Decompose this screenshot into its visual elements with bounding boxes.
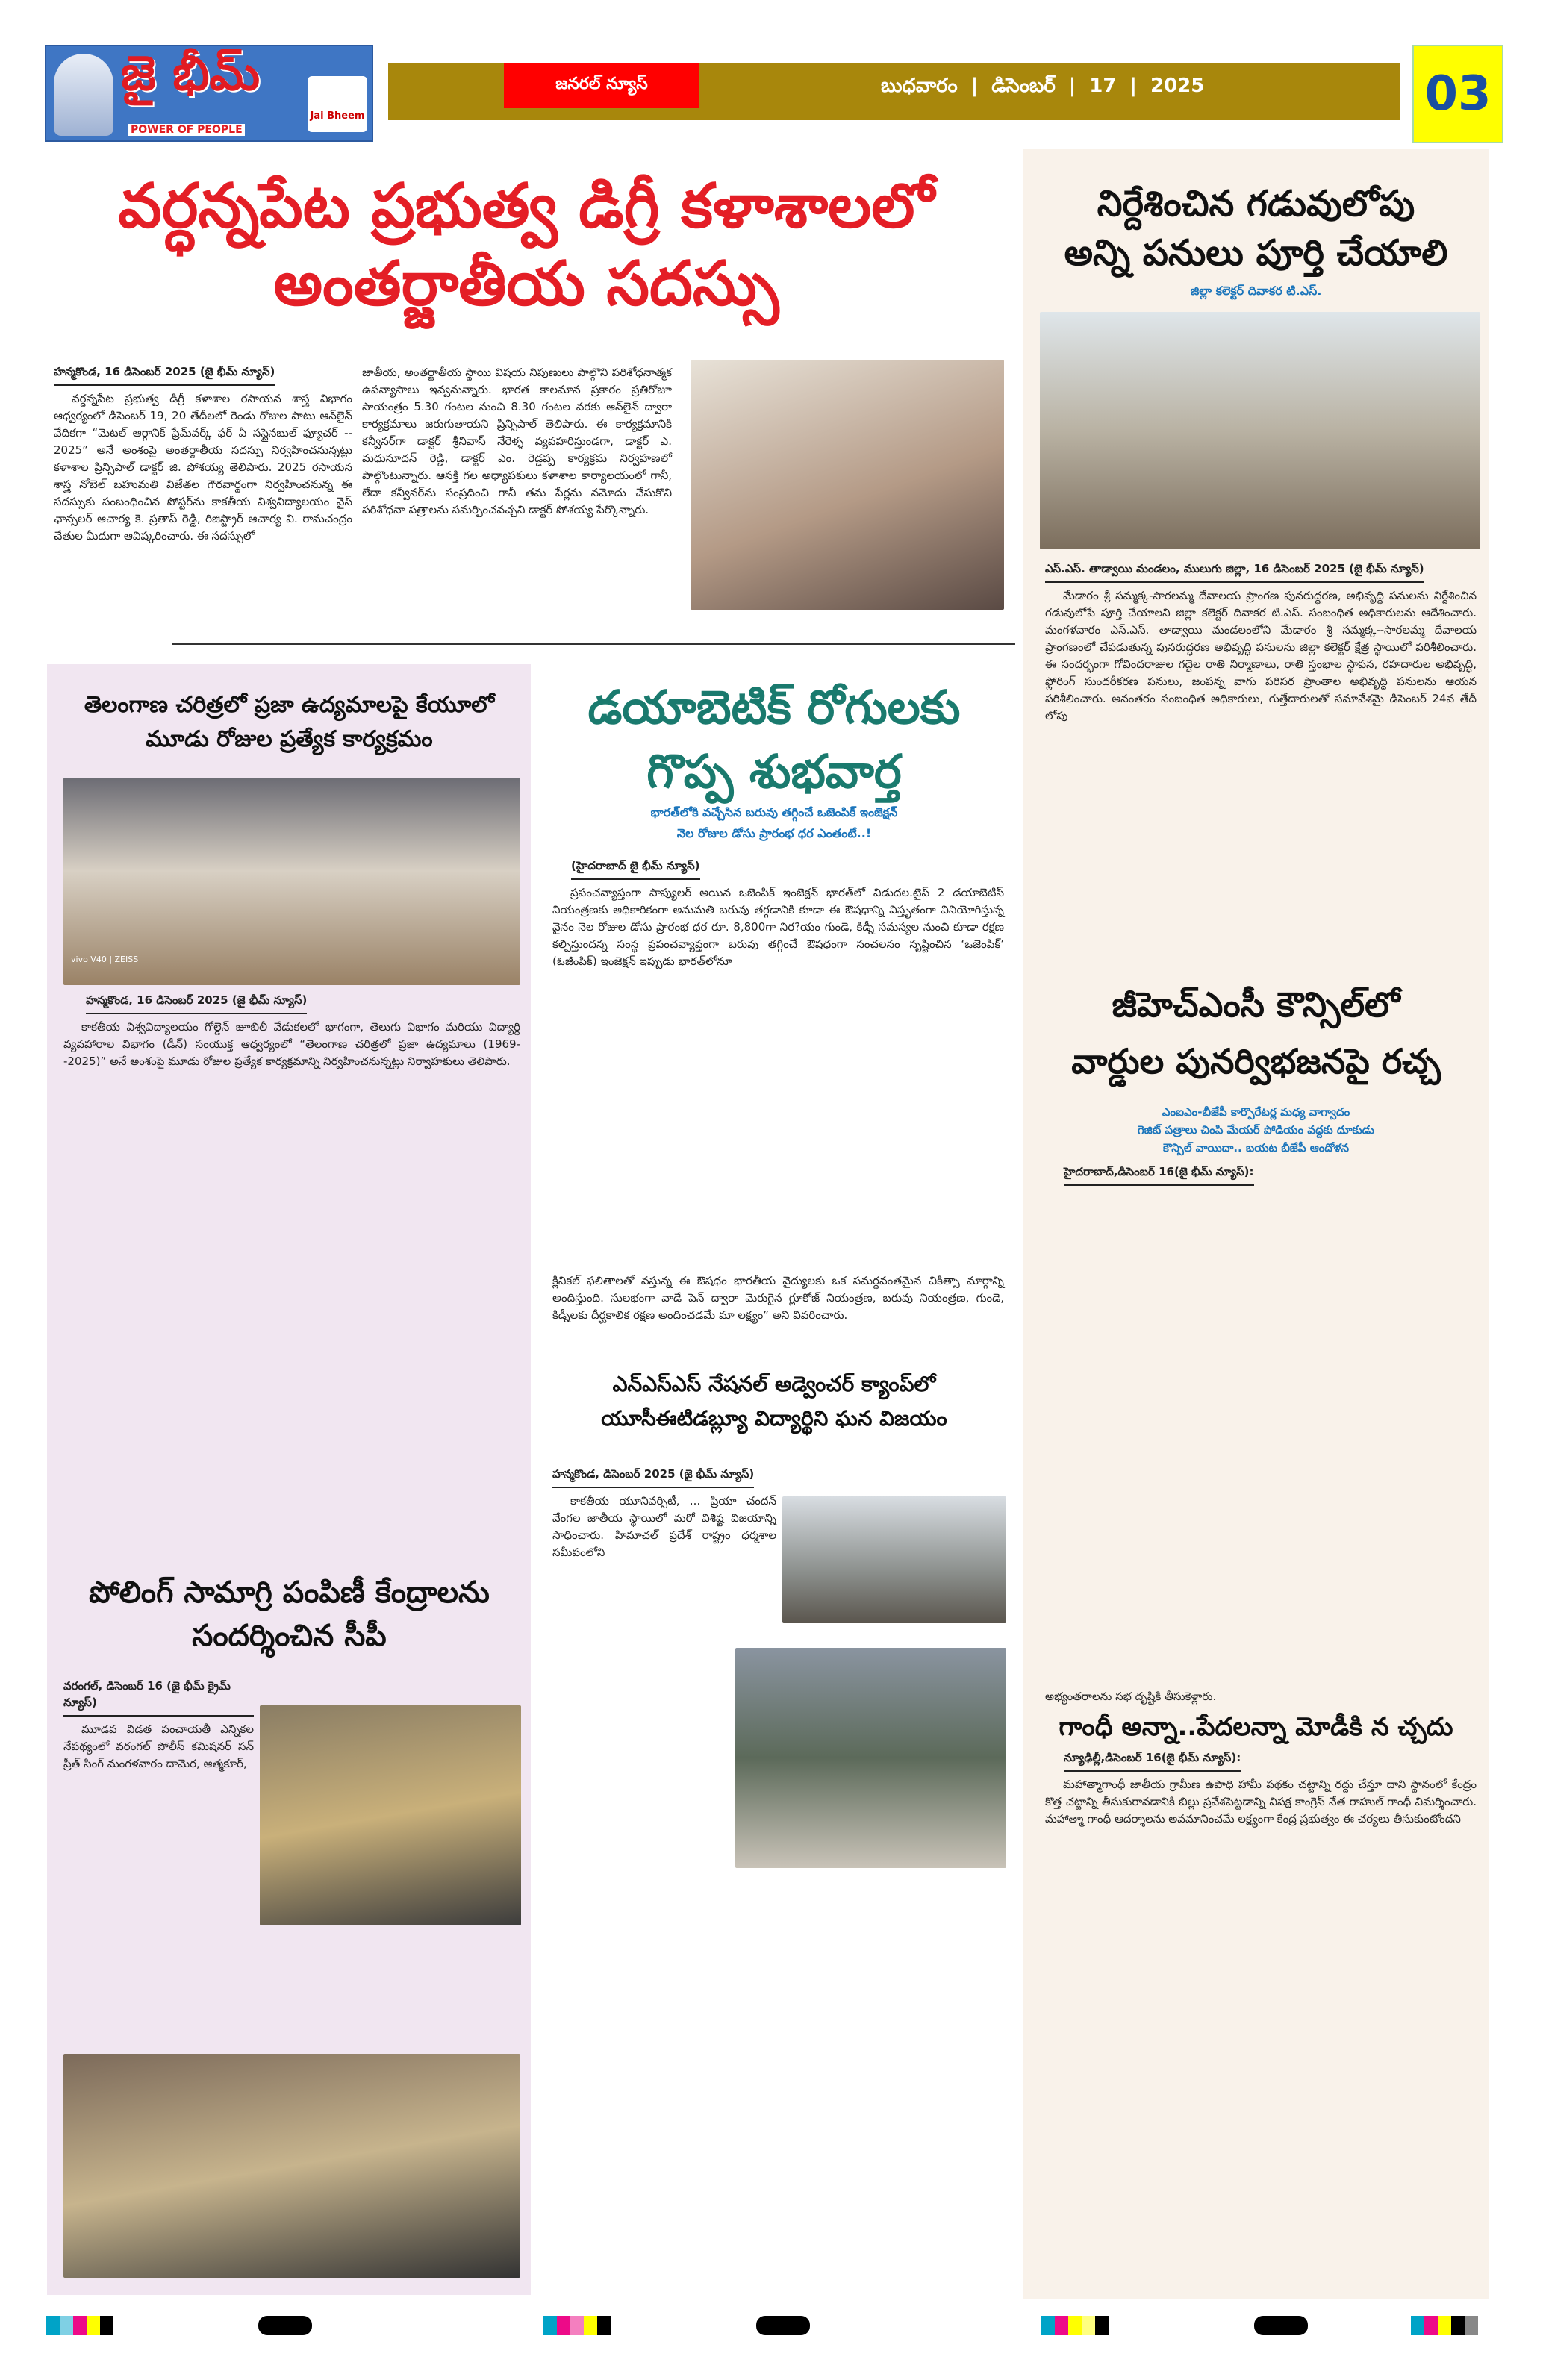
diabetes-headline — [539, 675, 1009, 804]
lead-col2 — [362, 364, 672, 519]
ghmc-sub-3: కౌన్సిల్ వాయిదా.. బయట బీజేపీ ఆందోళన — [1162, 1141, 1349, 1155]
color-registration-marks — [1041, 2316, 1109, 2335]
polling-dateline: వరంగల్, డిసెంబర్ 16 (జై భీమ్ క్రైమ్ న్యూస్) — [63, 1679, 254, 1717]
ghmc-headline — [1026, 976, 1486, 1090]
seminar-photo — [691, 360, 1004, 610]
medaram-headline — [1026, 179, 1486, 278]
lead-body-2: జాతీయ, అంతర్జాతీయ స్థాయి విషయ నిపుణులు పాల్గొని పరిశోధనాత్మక ఉపన్యాసాలు ఇవ్వనున్నారు. భారత కాలమాన ప్రకారం ప్రతిరోజూ సాయంత్రం 5.30 గంటల నుంచి 8.30 గంటల వరకు ఆన్‌లైన్ ద్వారా కార్యక్రమాలు జరుగుతాయని ప్రిన్సిపాల్ తెలిపారు. ఈ కార్యక్రమానికి కన్వీనర్‌గా డాక్టర్ శ్రీనివాస్ నేరెళ్ళ వ్యవహరిస్తుండగా, డాక్టర్ ఎ. మధుసూదన్ రెడ్డి, డాక్టర్ ఎం. రెడ్డప్ప కార్యక్రమ నిర్వహణలో పాల్గొంటున్నారు. ఆసక్తి గల అధ్యాపకులు కళాశాల కార్యాలయంలో గానీ, లేదా కన్వీనర్‌ను సంప్రదించి గానీ తమ పేర్లను నమోదు చేసుకొని పరిశోధనా పత్రాలను సమర్పించవచ్చని డాక్టర్ పోశయ్య పేర్కొన్నారు. — [362, 366, 672, 516]
registration-target — [1254, 2316, 1308, 2335]
page-number: 03 — [1412, 45, 1503, 143]
medaram-body: మేడారం శ్రీ సమ్మక్క-సారలమ్మ దేవాలయ ప్రాంగణ పునరుద్ధరణ, అభివృద్ధి పనులను నిర్దేశించిన గడువులోపే పూర్తి చేయాలని జిల్లా కలెక్టర్ దివాకర టి.ఎస్. సంబంధిత అధికారులను ఆదేశించారు. మంగళవారం ఎస్.ఎస్. తాడ్వాయి మండలంలోని మేడారం శ్రీ సమ్మక్క--సారలమ్మ దేవాలయ ప్రాంగణంలో చేపడుతున్న పునరుద్ధరణ అభివృద్ధి పనులను జిల్లా కలెక్టర్ క్షేత్ర స్థాయిలో పరిశీలించారు. ఈ సందర్భంగా గోవిందరాజుల గద్దెల రాతి నిర్మాణాలు, రాతి స్తంభాల స్థాపన, రహదారుల అభివృద్ధి, ఫ్లోరింగ్ సుందరీకరణ పనులు, జంపన్న వాగు పరిసర ప్రాంతాల అభివృద్ధి పనులను ఆయన పరిశీలించారు. అనంతరం సంబంధిత అధికారులు, గుత్తేదారులతో సమావేశమై డిసెంబర్ 24వ తేదీ లోపు — [1045, 589, 1477, 722]
section-tag: జనరల్ న్యూస్ — [504, 63, 699, 108]
polling-article — [63, 1679, 254, 1772]
color-registration-marks — [1411, 2316, 1478, 2335]
portrait-image — [54, 54, 113, 136]
masthead-logo — [45, 45, 373, 142]
registration-target — [258, 2316, 312, 2335]
telangana-body: కాకతీయ విశ్వవిద్యాలయం గోల్డెన్ జూబిలీ వేడుకలలో భాగంగా, తెలుగు విభాగం మరియు విద్యార్థి వ్యవహారాల విభాగం (డీన్) సంయుక్త ఆధ్వర్యంలో “తెలంగాణ చరిత్రలో ప్రజా ఉద్యమాలు (1969--2025)” అనే అంశంపై మూడు రోజుల ప్రత్యేక కార్యక్రమాన్ని నిర్వహించనున్నట్లు నిర్వాహకులు తెలిపారు. — [63, 1020, 520, 1068]
gandhi-headline: గాంధీ అన్నా..పేదలన్నా మోడీకి న చ్చదు — [1059, 1712, 1453, 1742]
lead-col1 — [54, 364, 352, 545]
registration-target — [756, 2316, 810, 2335]
nss-body: కాకతీయ యూనివర్సిటీ, ... ప్రియా చందన్ వేంగల జాతీయ స్థాయిలో మరో విశిష్ట విజయాన్ని సాధించారు. హిమాచల్ ప్రదేశ్ రాష్ట్రం ధర్మశాల సమీపంలోని — [552, 1494, 776, 1559]
month: డిసెంబర్ — [991, 75, 1056, 97]
day: 17 — [1089, 75, 1117, 97]
logo-tagline: POWER OF PEOPLE — [128, 124, 245, 136]
telangana-dateline: హన్మకొండ, 16 డిసెంబర్ 2025 (జై భీమ్ న్యూస్) — [86, 993, 307, 1014]
gandhi-dateline: న్యూఢిల్లీ,డిసెంబర్ 16(జై భీమ్ న్యూస్): — [1064, 1751, 1241, 1772]
telangana-headline: తెలంగాణ చరిత్రలో ప్రజా ఉద్యమాలపై కేయూలో మూడు రోజుల ప్రత్యేక కార్యక్రమం — [84, 692, 495, 752]
lead-headline-line2: అంతర్జాతీయ సదస్సు — [273, 249, 779, 319]
lead-body-1: వర్ధన్నపేట ప్రభుత్వ డిగ్రీ కళాశాల రసాయన శాస్త్ర విభాగం ఆధ్వర్యంలో డిసెంబర్ 19, 20 తేదీలలో రెండు రోజుల పాటు ఆన్‌లైన్ వేదికగా “మెటల్ ఆర్గానిక్ ఫ్రేమ్‌వర్క్ ఫర్ ఏ సస్టైనబుల్ ఫ్యూచర్ -- 2025” అనే అంశంపై అంతర్జాతీయ సదస్సు నిర్వహించనున్నట్లు కళాశాల ప్రిన్సిపాల్ డాక్టర్ జి. పోశయ్య తెలిపారు. 2025 రసాయన శాస్త్ర నోబెల్ బహుమతి విజేతల గౌరవార్థంగా నిర్వహించనున్న ఈ సదస్సుకు సంబంధించిన పోస్టర్‌ను కాకతీయ విశ్వవిద్యాలయం వైస్ ఛాన్సలర్ ఆచార్య కె. ప్రతాప్ రెడ్డి, రిజిస్ట్రార్ ఆచార్య వి. రామచంద్రం చేతుల మీదుగా ఆవిష్కరించారు. ఈ సదస్సులో — [54, 392, 352, 543]
diabetes-sub-2: నెల రోజుల డోసు ప్రారంభ ధర ఎంతంటే..! — [676, 826, 872, 840]
ghmc-article — [1064, 1164, 1482, 1190]
lead-headline-line1: వర్ధన్నపేట ప్రభుత్వ డిగ్రీ కళాశాలలో — [118, 171, 935, 242]
lead-headline — [45, 168, 1008, 323]
gandhi-article — [1045, 1750, 1477, 1828]
diabetes-dateline: (హైదరాబాద్ జై భీమ్ న్యూస్) — [571, 859, 700, 880]
ghmc-headline-line2: వార్డుల పునర్విభజనపై రచ్చ — [1071, 1041, 1441, 1081]
ghmc-sub-1: ఎంఐఎం-బీజేపీ కార్పొరేటర్ల మధ్య వాగ్వాదం — [1162, 1105, 1350, 1119]
nss-headline: ఎన్ఎస్ఎస్ నేషనల్ అడ్వెంచర్ క్యాంప్‌లో యూసీఈటిడబ్ల్యూ విద్యార్థిని ఘన విజయం — [601, 1372, 947, 1431]
diabetes-subheads — [539, 802, 1009, 844]
weekday: బుధవారం — [881, 75, 958, 97]
diabetes-sub-1: భారత్‌లోకి వచ్చేసిన బరువు తగ్గించే ఒజెంపిక్ ఇంజెక్షన్ — [650, 805, 898, 819]
diabetes-closing — [552, 1272, 1004, 1324]
year: 2025 — [1150, 75, 1205, 97]
color-registration-marks — [543, 2316, 611, 2335]
ghmc-closing-text: అభ్యంతరాలను సభ దృష్టికి తీసుకెళ్లారు. — [1045, 1690, 1217, 1703]
lead-dateline: హన్మకొండ, 16 డిసెంబర్ 2025 (జై భీమ్ న్యూస్) — [54, 365, 275, 386]
flag-photo — [735, 1648, 1006, 1868]
issue-date: బుధవారం | డిసెంబర్ | 17 | 2025 — [881, 75, 1204, 101]
diabetes-headline-line2: గొప్ప శుభవార్త — [646, 744, 902, 799]
medaram-article — [1045, 561, 1477, 725]
diabetes-headline-line1: డయాబెటిక్ రోగులకు — [587, 680, 961, 734]
telangana-article — [63, 993, 520, 1070]
collector-visit-photo — [1040, 312, 1480, 549]
ghmc-subheads — [1026, 1103, 1486, 1157]
diabetes-closing-text: క్లినికల్ ఫలితాలతో వస్తున్న ఈ ఔషధం భారతీయ వైద్యులకు ఒక సమర్థవంతమైన చికిత్సా మార్గాన్ని అందిస్తుంది. సులభంగా వాడే పెన్ ద్వారా మెరుగైన గ్లూకోజ్ నియంత్రణ, బరువు నియంత్రణ, గుండె, కిడ్నీలకు దీర్ఘకాలిక రక్షణ అందించడమే మా లక్ష్యం” అని వివరించారు. — [552, 1274, 1004, 1322]
nss-article — [552, 1467, 776, 1561]
polling-headline: పోలింగ్ సామాగ్రి పంపిణీ కేంద్రాలను సందర్శించిన సీపీ — [89, 1575, 490, 1653]
diabetes-body: ప్రపంచవ్యాప్తంగా పాప్యులర్ అయిన ఒజెంపిక్ ఇంజెక్షన్ భారత్‌లో విడుదల.టైప్ 2 డయాబెటిస్ నియంత్రణకు అధికారికంగా అనుమతి బరువు తగ్గడానికి కూడా ఈ ఔషధాన్ని విస్తృతంగా వినియోగిస్తున్న వైనం నెల రోజుల డోసు ప్రారంభ ధర రూ. 8,800గా నిర?యం గుండె, కిడ్నీ సమస్యల నుంచి కూడా రక్షణ కల్పిస్తుందన్న సంస్థ ప్రపంచవ్యాప్తంగా బరువు తగ్గించే ఔషధంగా సంచలనం సృష్టించిన ‘ఒజెంపిక్’ (ఓజీంపిక్) ఇంజెక్షన్ ఇప్పుడు భారత్‌లోనూ — [552, 886, 1004, 968]
nss-dateline: హన్మకొండ, డిసెంబర్ 2025 (జై భీమ్ న్యూస్) — [552, 1467, 754, 1488]
poster-release-photo — [63, 778, 520, 985]
polling-body: మూడవ విడత పంచాయతీ ఎన్నికల నేపథ్యంలో వరంగల్ పోలీస్ కమిషనర్ సన్ ప్రీత్ సింగ్ మంగళవారం దామెర, ఆత్మకూర్, — [63, 1722, 254, 1770]
diabetes-article — [552, 858, 1004, 970]
divider — [172, 643, 1015, 645]
mountain-photo-1 — [782, 1496, 1006, 1623]
ghmc-closing — [1045, 1688, 1477, 1705]
ghmc-headline-line1: జీహెచ్ఎంసీ కౌన్సిల్‌లో — [1112, 984, 1400, 1025]
ghmc-dateline: హైదరాబాద్,డిసెంబర్ 16(జై భీమ్ న్యూస్): — [1064, 1165, 1254, 1186]
medaram-sub: జిల్లా కలెక్టర్ దివాకర టి.ఎస్. — [1190, 284, 1322, 298]
medaram-headline-line2: అన్ని పనులు పూర్తి చేయాలి — [1064, 232, 1448, 274]
police-photo-1 — [260, 1705, 521, 1925]
medaram-headline-line1: నిర్దేశించిన గడువులోపు — [1097, 183, 1415, 225]
ghmc-sub-2: గెజిట్ పత్రాలు చింపి మేయర్ పోడియం వద్దకు దూకుడు — [1138, 1123, 1374, 1137]
logo-badge: Jai Bheem — [308, 76, 367, 132]
police-photo-2 — [63, 2054, 520, 2278]
medaram-dateline: ఎస్.ఎస్. తాడ్వాయి మండలం, ములుగు జిల్లా, 16 డిసెంబర్ 2025 (జై భీమ్ న్యూస్) — [1045, 562, 1424, 583]
photo-stamp: vivo V40 | ZEISS — [71, 955, 139, 964]
logo-name: జై భీమ్ — [121, 46, 261, 101]
color-registration-marks — [46, 2316, 113, 2335]
gandhi-body: మహాత్మాగాంధీ జాతీయ గ్రామీణ ఉపాధి హామీ పథకం చట్టాన్ని రద్దు చేస్తూ దాని స్థానంలో కేంద్రం కొత్త చట్టాన్ని తీసుకురావడానికి బిల్లు ప్రవేశపెట్టడాన్ని విపక్ష కాంగ్రెస్ నేత రాహుల్ గాంధీ విమర్శించారు. మహాత్మా గాంధీ ఆదర్శాలను అవమానించమే లక్ష్యంగా కేంద్ర ప్రభుత్వం ఈ చర్యలు తీసుకుంటోందని — [1045, 1778, 1477, 1825]
